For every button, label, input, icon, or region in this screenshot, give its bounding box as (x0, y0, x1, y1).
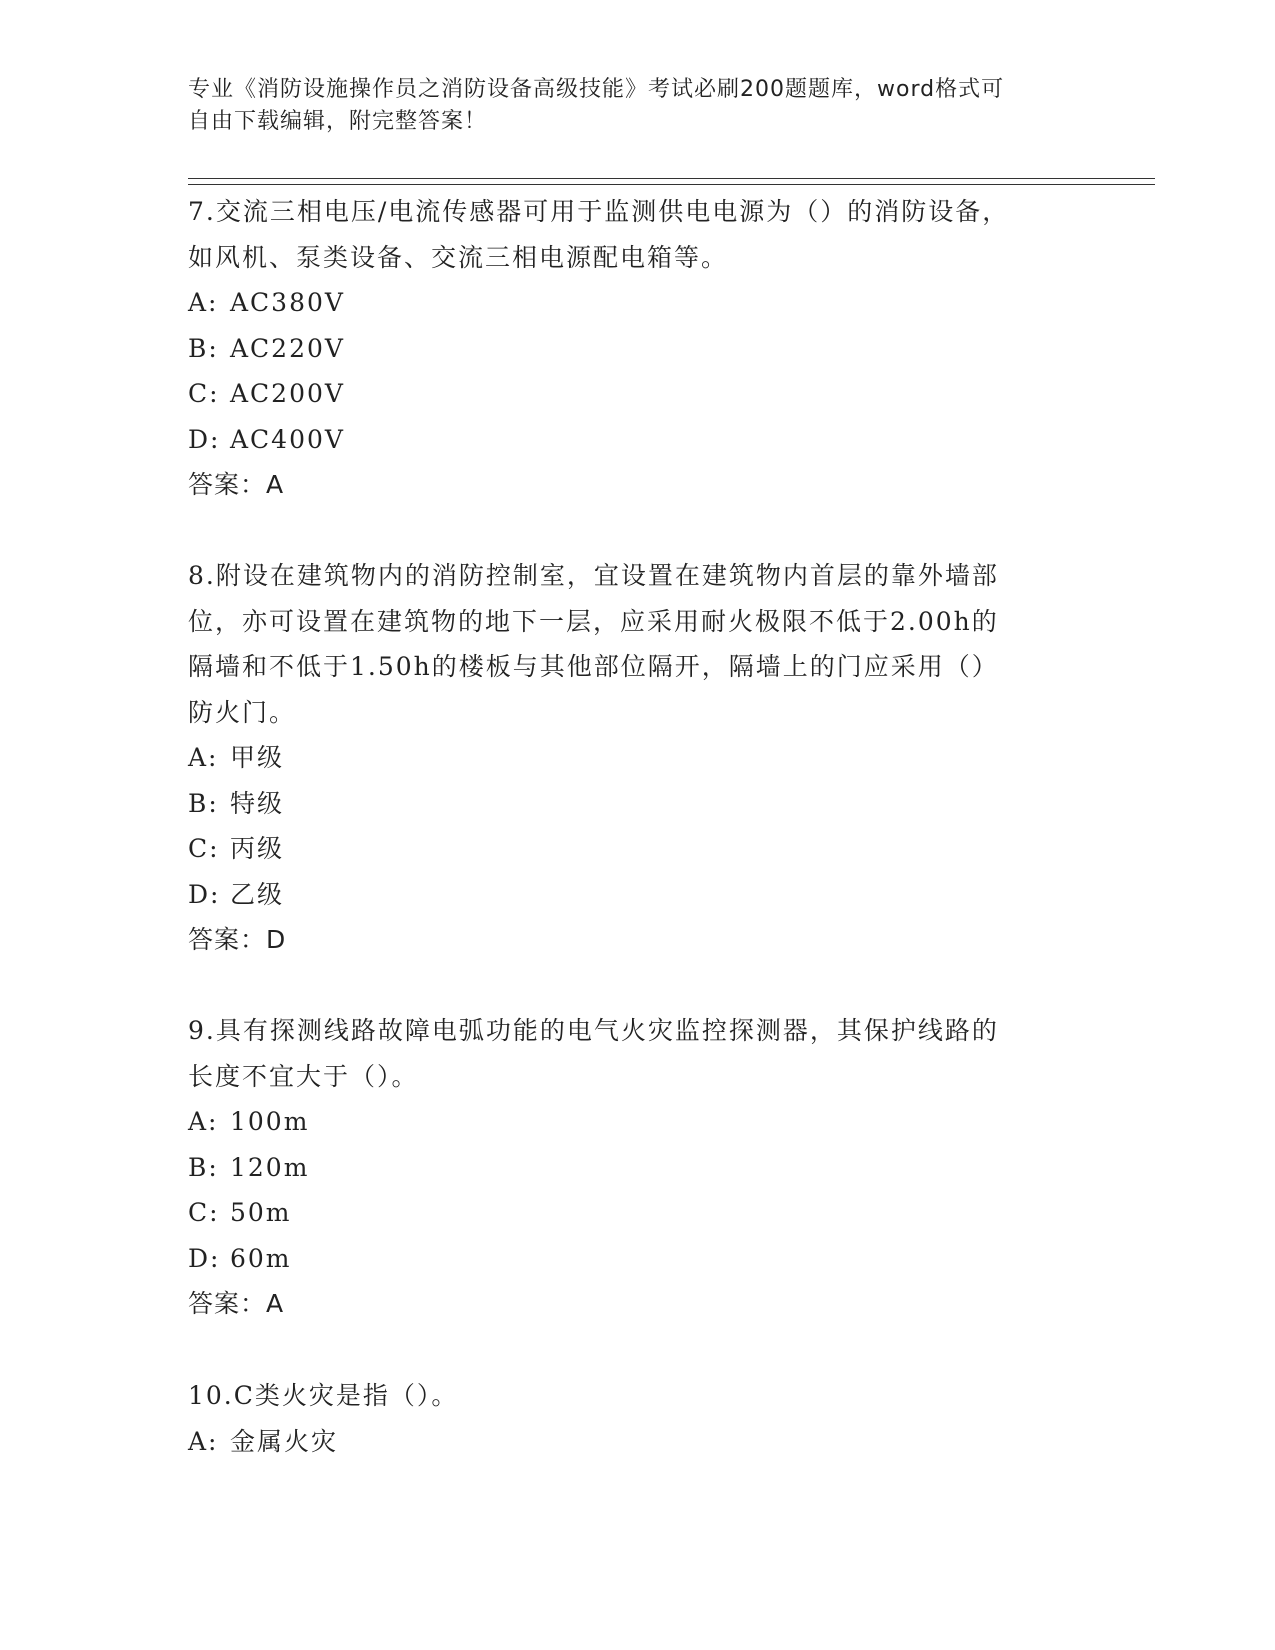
option-text: 120m (230, 1152, 310, 1182)
question-9 (188, 1008, 1068, 1327)
stem-line: 防火门。 (188, 697, 297, 727)
option-key: C: (188, 1198, 220, 1227)
option-text: 特级 (230, 788, 285, 818)
option-key: C: (188, 834, 220, 863)
option-text: AC400V (230, 424, 345, 454)
option-text: AC200V (230, 379, 345, 408)
option-key: A: (188, 743, 219, 772)
option-key: D: (188, 1243, 221, 1273)
question-10 (188, 1373, 1068, 1464)
option-d (188, 417, 1068, 463)
option-text: AC220V (230, 333, 345, 363)
option-text: 100m (230, 1107, 310, 1136)
option-key: B: (188, 333, 219, 363)
option-key: D: (188, 424, 221, 454)
option-b (188, 326, 1068, 372)
question-7 (188, 189, 1068, 508)
question-stem (188, 1373, 1068, 1419)
question-stem (188, 1008, 1068, 1099)
option-text: 金属火灾 (230, 1426, 339, 1456)
option-a (188, 735, 1068, 781)
answer-line: 答案：A (188, 470, 285, 499)
stem-line: 如风机、泵类设备、交流三相电源配电箱等。 (188, 242, 729, 272)
stem-line: 长度不宜大于（）。 (188, 1061, 419, 1091)
stem-line: 9.具有探测线路故障电弧功能的电气火灾监控探测器，其保护线路的 (188, 1016, 999, 1045)
stem-line: 8.附设在建筑物内的消防控制室，宜设置在建筑物内首层的靠外墙部 (188, 561, 999, 590)
option-d (188, 1236, 1068, 1282)
stem-line: 7.交流三相电压/电流传感器可用于监测供电电源为（）的消防设备， (188, 197, 1010, 226)
option-key: A: (188, 1107, 219, 1136)
option-a (188, 1419, 1068, 1465)
answer-line: 答案：A (188, 1289, 285, 1318)
option-b (188, 781, 1068, 827)
option-text: 50m (230, 1198, 292, 1227)
option-c (188, 371, 1068, 417)
option-b (188, 1145, 1068, 1191)
header-line: 自由下载编辑，附完整答案！ (188, 109, 488, 134)
document-header (188, 74, 1068, 138)
stem-line: 10.C类火灾是指（）。 (188, 1381, 459, 1410)
option-text: 乙级 (230, 879, 285, 909)
header-divider-bottom (188, 184, 1155, 185)
option-a (188, 280, 1068, 326)
question-8 (188, 553, 1068, 963)
option-text: AC380V (230, 288, 345, 317)
question-stem (188, 189, 1068, 280)
option-d (188, 872, 1068, 918)
option-text: 甲级 (230, 743, 285, 772)
stem-line: 隔墙和不低于1.50h的楼板与其他部位隔开，隔墙上的门应采用（） (188, 652, 999, 681)
option-a (188, 1099, 1068, 1145)
option-key: A: (188, 1426, 219, 1456)
option-key: B: (188, 788, 219, 818)
option-c (188, 1190, 1068, 1236)
header-line: 专业《消防设施操作员之消防设备高级技能》考试必刷200题题库，word格式可 (188, 77, 1005, 102)
option-text: 60m (230, 1243, 292, 1273)
answer-line: 答案：D (188, 925, 287, 954)
option-key: D: (188, 879, 221, 909)
option-text: 丙级 (230, 834, 285, 863)
header-divider-top (188, 178, 1155, 179)
option-key: C: (188, 379, 220, 408)
stem-line: 位，亦可设置在建筑物的地下一层，应采用耐火极限不低于2.00h的 (188, 606, 999, 636)
question-stem (188, 553, 1068, 735)
option-key: B: (188, 1152, 219, 1182)
option-key: A: (188, 288, 219, 317)
option-c (188, 826, 1068, 872)
